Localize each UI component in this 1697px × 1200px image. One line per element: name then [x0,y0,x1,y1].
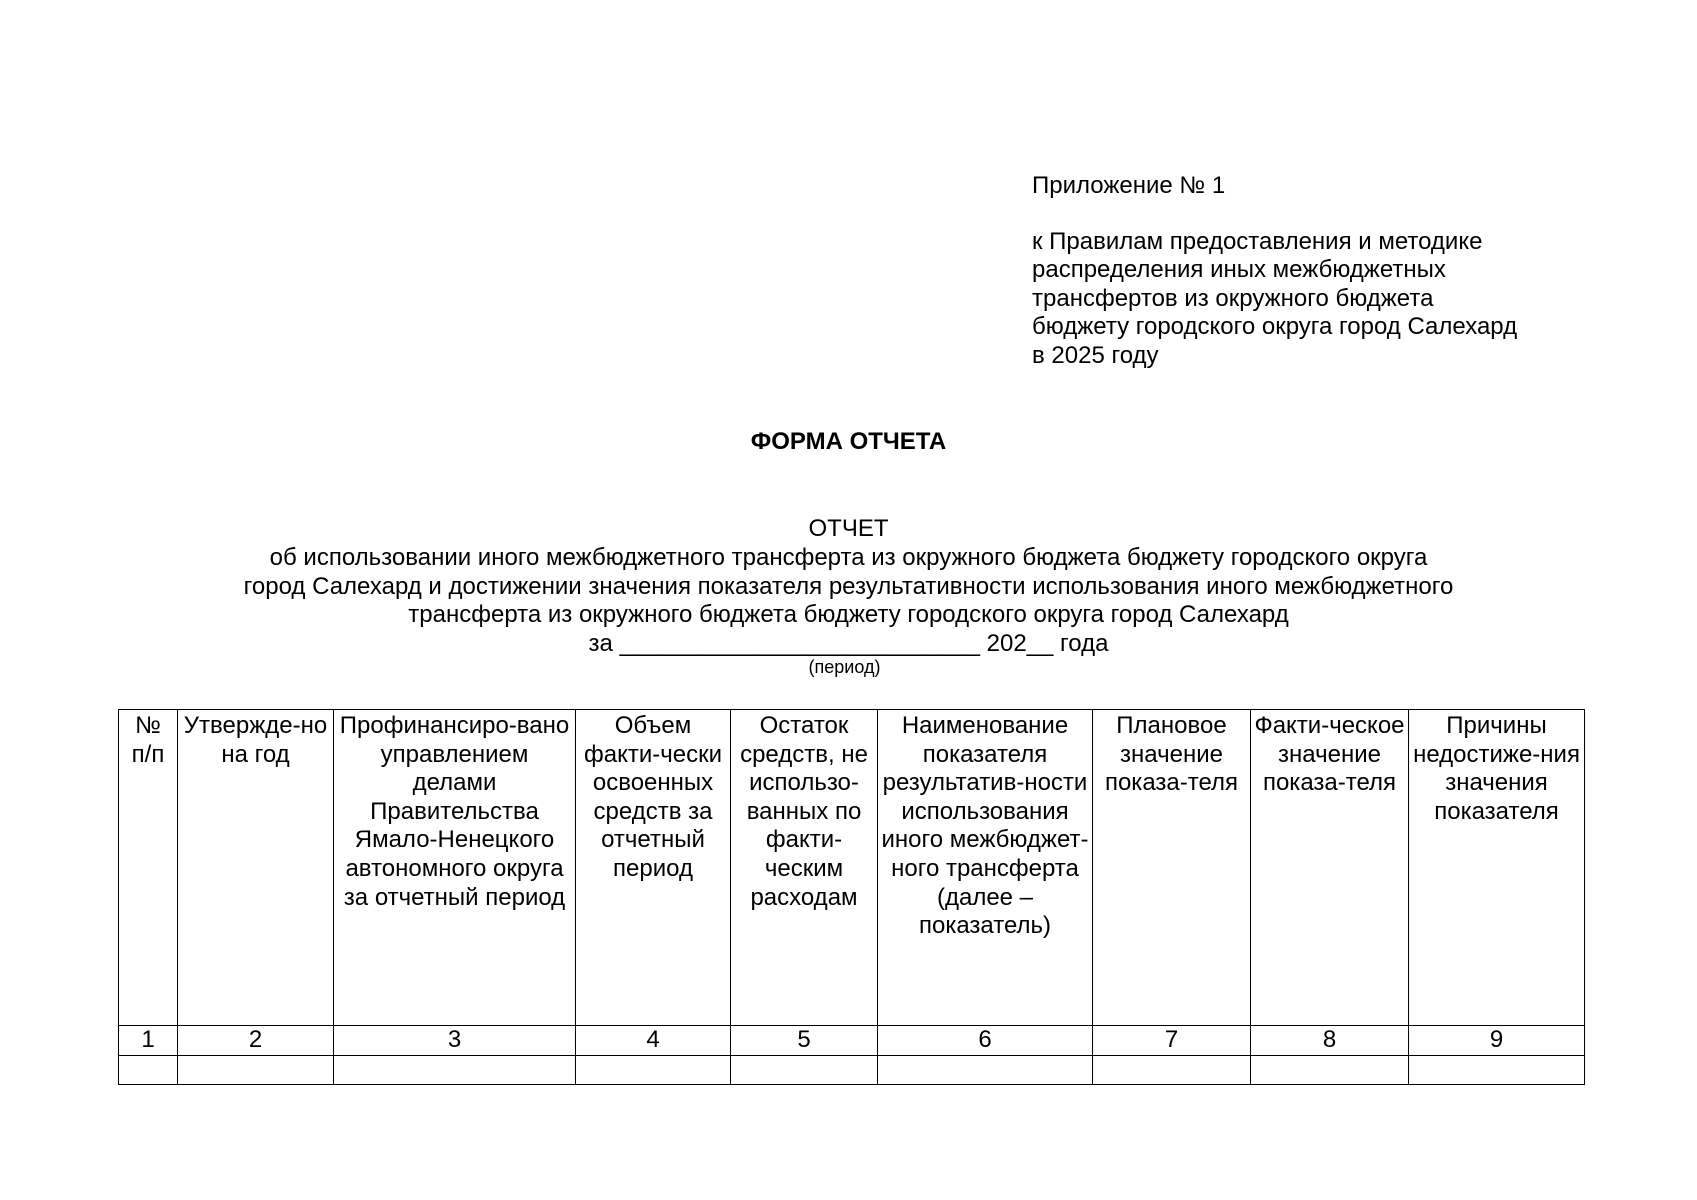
appendix-line: в 2025 году [1032,341,1159,369]
report-table [118,709,1585,1085]
header-cell-reasons: Причины недостиже-ния значения показателя [1409,710,1585,1026]
form-title: ФОРМА ОТЧЕТА [750,428,947,455]
empty-cell [334,1055,576,1084]
appendix-line: трансфертов из окружного бюджета [1032,284,1434,312]
report-title-line: об использовании иного межбюджетного трансферта из окружного бюджета бюджету городского округа [269,543,1428,571]
appendix-block [1032,172,1632,370]
column-number-cell: 3 [334,1026,576,1056]
empty-cell [1093,1055,1251,1084]
report-title: ОТЧЕТ [808,515,889,542]
header-cell-balance: Остаток средств, не использо-ванных по факти-ческим расходам [731,710,878,1026]
column-number-cell: 2 [178,1026,334,1056]
empty-cell [1409,1055,1585,1084]
header-cell-financed: Профинансиро-вано управлением делами Правительства Ямало-Ненецкого автономного округа за отчетный период [334,710,576,1026]
header-cell-planned-value: Плановое значение показа-теля [1093,710,1251,1026]
column-number-cell: 7 [1093,1026,1251,1056]
period-hint-text: (период) [808,657,881,677]
report-title-line: трансферта из окружного бюджета бюджету городского округа город Салехард [408,601,1289,629]
header-cell-number: № п/п [119,710,178,1026]
empty-data-row [119,1055,1585,1084]
report-period-line: за ___________________________ 202__ года [588,630,1109,658]
appendix-number: Приложение № 1 [1032,172,1226,199]
column-number-cell: 4 [576,1026,731,1056]
appendix-line: бюджету городского округа город Салехард [1032,313,1518,340]
empty-cell [878,1055,1093,1084]
header-cell-approved: Утвержде-но на год [178,710,334,1026]
column-number-cell: 9 [1409,1026,1585,1056]
column-number-row [119,1026,1585,1056]
report-heading [0,515,1697,659]
period-hint [0,657,1697,678]
empty-cell [731,1055,878,1084]
empty-cell [1251,1055,1409,1084]
column-number-cell: 6 [878,1026,1093,1056]
column-number-cell: 1 [119,1026,178,1056]
report-title-line: город Салехард и достижении значения показателя результативности использования иного межбюджетного [243,572,1454,600]
table-header-row [119,710,1585,1026]
appendix-line: распределения иных межбюджетных [1032,256,1446,283]
header-cell-actual-value: Факти-ческое значение показа-теля [1251,710,1409,1026]
column-number-cell: 5 [731,1026,878,1056]
empty-cell [119,1055,178,1084]
header-cell-indicator-name: Наименование показателя результатив-ности использования иного межбюджет-ного трансферта (далее – показатель) [878,710,1093,1026]
column-number-cell: 8 [1251,1026,1409,1056]
header-cell-spent: Объем факти-чески освоенных средств за отчетный период [576,710,731,1026]
appendix-line: к Правилам предоставления и методике [1032,227,1483,255]
empty-cell [178,1055,334,1084]
empty-cell [576,1055,731,1084]
